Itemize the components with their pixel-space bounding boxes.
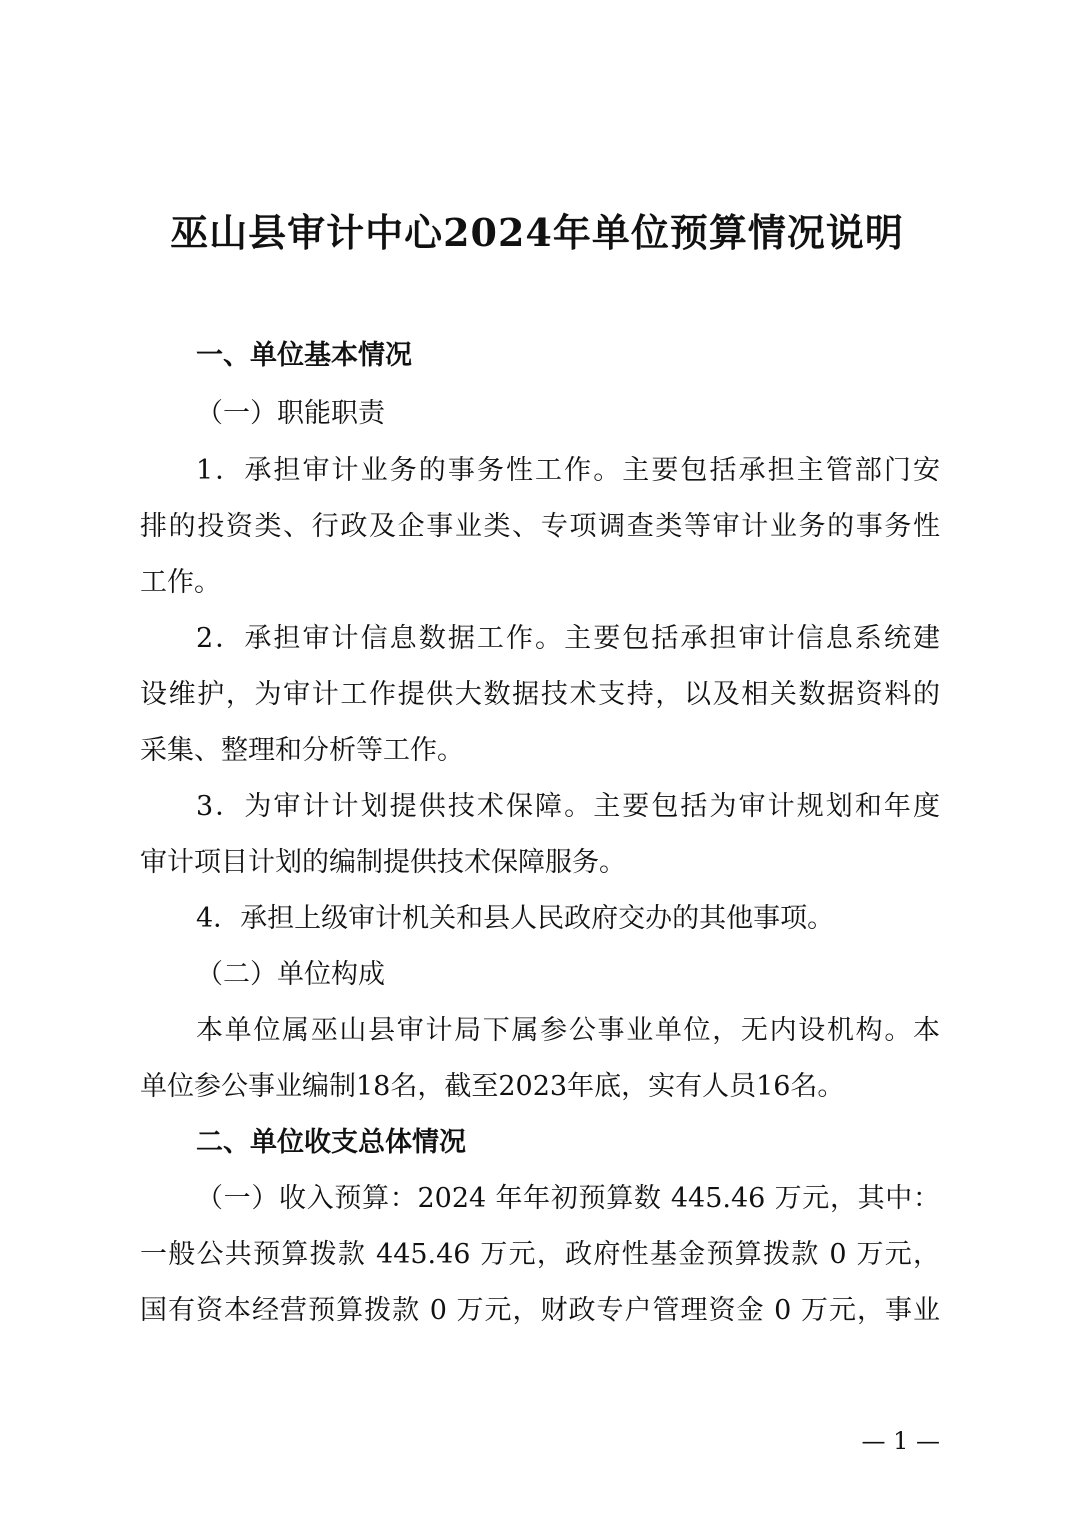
subsection-heading-composition: （二）单位构成 — [196, 959, 385, 990]
income-line-1: （一）收入预算：2024 年年初预算数 445.46 万元，其中： — [196, 1183, 940, 1214]
composition-line-2: 单位参公事业编制18名，截至2023年底，实有人员16名。 — [140, 1071, 845, 1102]
duty-1-line-3: 工作。 — [140, 567, 221, 598]
composition-line-1: 本单位属巫山县审计局下属参公事业单位，无内设机构。本 — [196, 1015, 940, 1046]
page-title: 巫山县审计中心2024年单位预算情况说明 — [170, 210, 904, 255]
income-line-3: 国有资本经营预算拨款 0 万元，财政专户管理资金 0 万元，事业 — [140, 1295, 940, 1326]
section-heading-basic-info: 一、单位基本情况 — [196, 340, 412, 371]
duty-1-line-1: 1．承担审计业务的事务性工作。主要包括承担主管部门安 — [196, 455, 940, 486]
income-line-2: 一般公共预算拨款 445.46 万元，政府性基金预算拨款 0 万元， — [140, 1239, 940, 1270]
duty-3-line-1: 3．为审计计划提供技术保障。主要包括为审计规划和年度 — [196, 791, 940, 822]
duty-4-line-1: 4．承担上级审计机关和县人民政府交办的其他事项。 — [196, 903, 835, 934]
duty-2-line-2: 设维护，为审计工作提供大数据技术支持，以及相关数据资料的 — [140, 679, 940, 710]
duty-2-line-1: 2．承担审计信息数据工作。主要包括承担审计信息系统建 — [196, 623, 940, 654]
page-number: — 1 — — [861, 1427, 940, 1455]
duty-1-line-2: 排的投资类、行政及企事业类、专项调查类等审计业务的事务性 — [140, 511, 940, 542]
duty-3-line-2: 审计项目计划的编制提供技术保障服务。 — [140, 847, 626, 878]
subsection-heading-duties: （一）职能职责 — [196, 398, 385, 429]
section-heading-budget-overview: 二、单位收支总体情况 — [196, 1127, 466, 1158]
duty-2-line-3: 采集、整理和分析等工作。 — [140, 735, 464, 766]
